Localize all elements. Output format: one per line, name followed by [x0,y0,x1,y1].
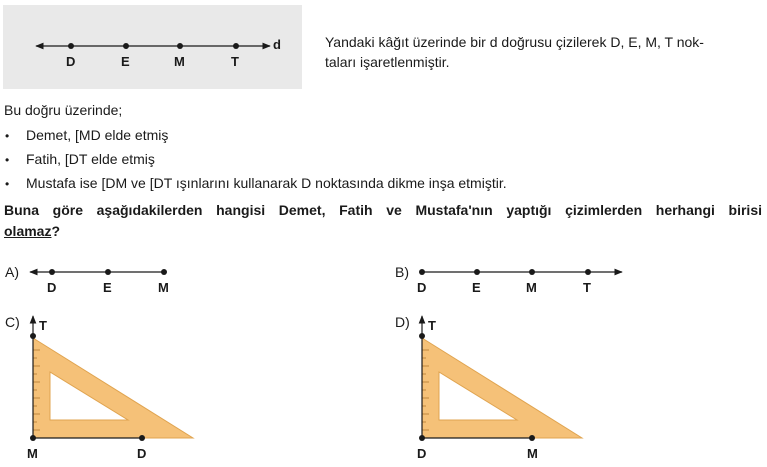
point-d [68,43,74,49]
option-b-label-m: M [526,280,537,295]
option-d-letter[interactable]: D) [395,314,410,330]
point-t-label: T [231,54,239,69]
point-e-label: E [121,54,130,69]
question-line-1: Buna göre aşağıdakilerden hangisi Demet, Fatih ve Mustafa'nın yaptığı çizimlerden herhangi birisi [4,202,762,218]
option-b-point-d [419,269,425,275]
question-mark: ? [51,223,61,239]
option-b-letter[interactable]: B) [395,264,409,280]
option-a-point-m [161,269,167,275]
option-b-point-e [474,269,480,275]
option-c-label-m: M [27,446,38,461]
option-a-label-d: D [47,280,57,295]
point-t [233,43,239,49]
bullet-item-2: Fatih, [DT elde etmiş [26,151,155,167]
question-line-2 [4,222,60,240]
option-a-label-e: E [103,280,112,295]
option-b-label-d: D [417,280,427,295]
bullet-item-3: Mustafa ise [DM ve [DT ışınlarını kullanarak D noktasında dikme inşa etmiştir. [26,175,507,191]
point-d-label: D [66,54,76,69]
option-c-set-square [30,316,193,441]
option-a-point-d [49,269,55,275]
intro-line-1: Yandaki kâğıt üzerinde bir d doğrusu çizilerek D, E, M, T nok- [325,34,704,50]
point-m [177,43,183,49]
bullet-dot: • [5,177,10,191]
option-d-label-t: T [428,318,436,333]
option-b-point-t [585,269,591,275]
option-d-label-d: D [417,446,427,461]
option-b-label-e: E [472,280,481,295]
option-a-point-e [105,269,111,275]
option-a-label-m: M [158,280,169,295]
option-b-point-m [529,269,535,275]
body-lead: Bu doğru üzerinde; [4,102,123,118]
point-e [123,43,129,49]
option-d-label-m: M [527,446,538,461]
bullet-dot: • [5,153,10,167]
option-a-letter[interactable]: A) [5,264,19,280]
intro-line-2: taları işaretlenmiştir. [325,54,450,70]
option-d-set-square [419,316,582,441]
point-m-label: M [174,54,185,69]
question-underlined-word: olamaz [4,223,52,239]
bullet-dot: • [5,129,10,143]
option-c-label-d: D [137,446,147,461]
option-c-letter[interactable]: C) [5,314,20,330]
option-b-label-t: T [583,280,591,295]
bullet-item-1: Demet, [MD elde etmiş [26,127,169,143]
option-c-label-t: T [39,318,47,333]
line-d-label: d [273,37,281,52]
